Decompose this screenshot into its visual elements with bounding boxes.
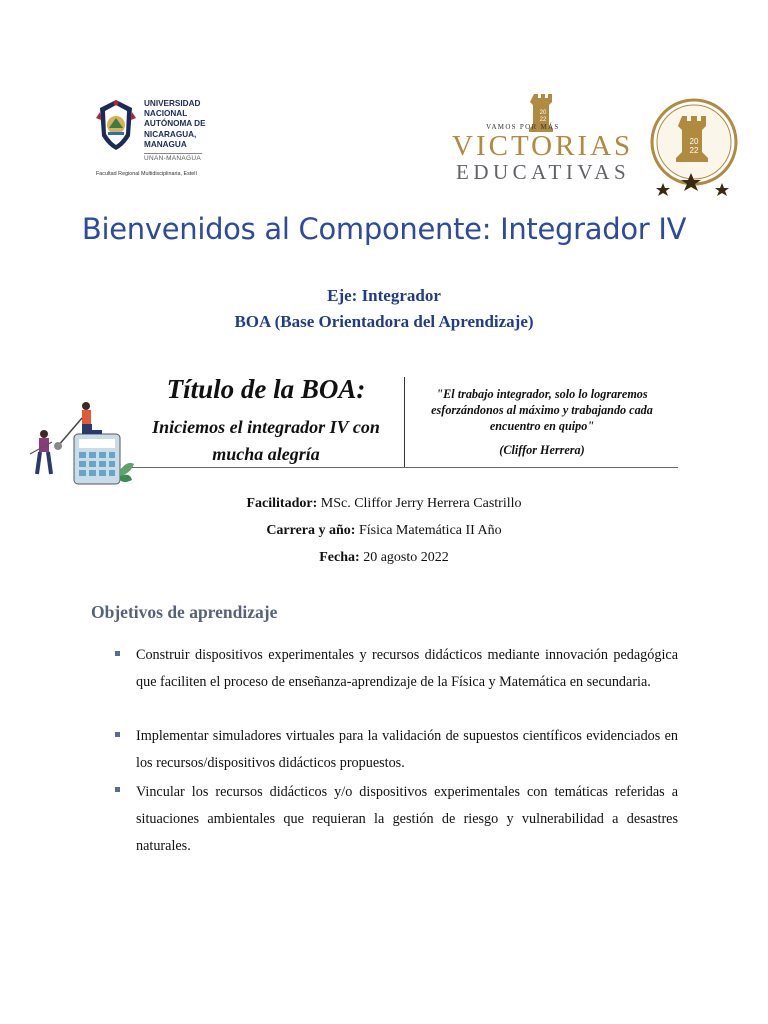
facilitator-label: Facilitador: [246, 496, 318, 511]
victorias-badge-icon [648, 98, 740, 196]
divider [144, 153, 202, 154]
badge-year-top: 20 [539, 110, 547, 116]
objectives-heading: Objetivos de aprendizaje [91, 602, 278, 622]
boa-quote: "El trabajo integrador, solo lo lograremos esforzándonos al máximo y trabajando cada encuentro en quipo" [431, 387, 653, 433]
faculty-name: Facultad Regional Multidisciplinaria, Estelí [96, 171, 197, 177]
date-label: Fecha: [319, 550, 360, 565]
university-crest-icon [96, 98, 136, 152]
career-value: Física Matemática II Año [355, 523, 502, 538]
bullet-icon [114, 787, 122, 795]
facilitator-line [0, 496, 768, 512]
campaign-word-victorias: VICTORIAS [452, 130, 634, 162]
date-value: 20 agosto 2022 [359, 550, 449, 565]
career-label: Carrera y año: [266, 523, 356, 538]
university-name: UNIVERSIDAD NACIONAL AUTÓNOMA DE NICARAGUA, MANAGUA [144, 99, 206, 149]
campaign-tagline: VAMOS POR MÁS [486, 123, 560, 131]
unan-logo [96, 96, 236, 186]
teamwork-illustration-icon [28, 400, 136, 488]
university-short-name: UNAN-MANAGUA [144, 155, 202, 162]
date-line [0, 550, 768, 566]
svg-text:22: 22 [689, 146, 699, 155]
campaign-word-educativas: EDUCATIVAS [456, 160, 631, 184]
objective-item: Construir dispositivos experimentales y recursos didácticos mediante innovación pedagógica que faciliten el proceso de enseñanza-aprendizaje de la Física y Matemática en secundaria. [136, 647, 678, 690]
subtitle-eje: Eje: Integrador [327, 286, 441, 305]
subtitle-boa: BOA (Base Orientadora del Aprendizaje) [234, 312, 534, 331]
badge-year-bottom: 22 [539, 117, 547, 123]
vertical-divider [404, 377, 405, 467]
career-line [0, 523, 768, 539]
bullet-icon [114, 732, 122, 740]
campaign-logo [450, 92, 640, 192]
boa-title: Iniciemos el integrador IV con mucha alegría [152, 417, 380, 464]
objective-item: Implementar simuladores virtuales para la validación de supuestos científicos evidenciados en los recursos/dispositivos didácticos propuestos. [136, 728, 678, 771]
horizontal-divider [132, 467, 678, 468]
facilitator-value: MSc. Cliffor Jerry Herrera Castrillo [317, 496, 522, 511]
quote-author: (Cliffor Herrera) [499, 443, 585, 457]
bullet-icon [114, 651, 122, 659]
boa-heading: Título de la BOA: [166, 374, 366, 404]
svg-text:20: 20 [689, 137, 699, 146]
page-title: Bienvenidos al Componente: Integrador IV [81, 212, 687, 246]
objective-item: Vincular los recursos didácticos y/o dispositivos experimentales con temáticas referidas a situaciones ambientales que requieran la gestión de riesgo y vulnerabilidad a desastres naturales. [136, 784, 678, 854]
